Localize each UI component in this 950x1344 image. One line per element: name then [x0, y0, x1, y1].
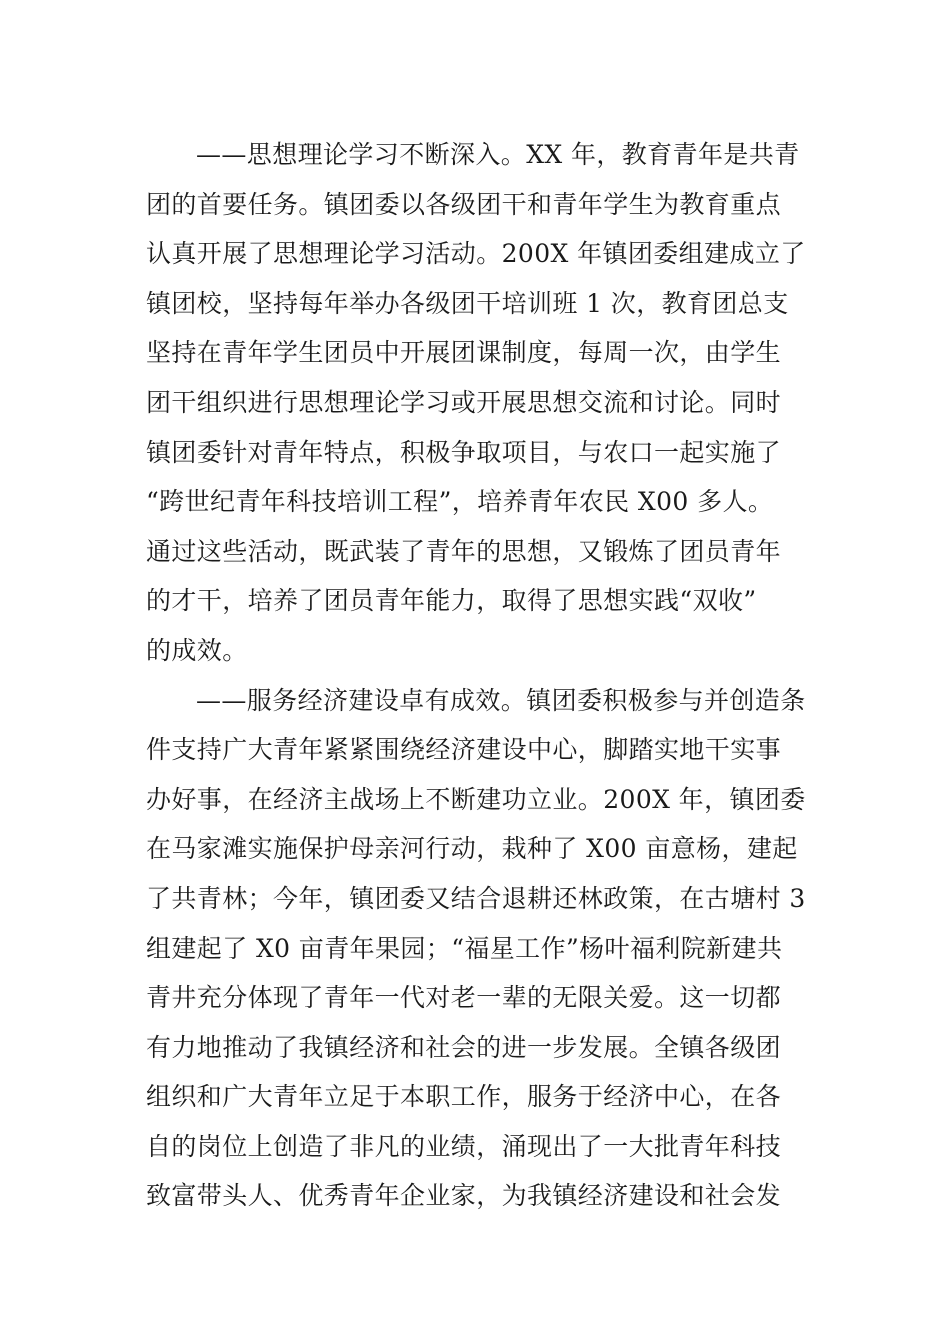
paragraph-line: ——服务经济建设卓有成效。镇团委积极参与并创造条 [196, 685, 806, 715]
paragraph-line: 镇团委针对青年特点，积极争取项目，与农口一起实施了 [146, 437, 782, 467]
paragraph-line: 自的岗位上创造了非凡的业绩，涌现出了一大批青年科技 [146, 1131, 782, 1161]
paragraph-line: 组建起了 X0 亩青年果园；“福星工作”杨叶福利院新建共 [146, 933, 783, 963]
paragraph-line: 通过这些活动，既武装了青年的思想，又锻炼了团员青年 [146, 536, 782, 566]
paragraph-line: 组织和广大青年立足于本职工作，服务于经济中心，在各 [146, 1082, 782, 1112]
paragraph-line: 坚持在青年学生团员中开展团课制度，每周一次，由学生 [146, 338, 782, 368]
paragraph-line: 致富带头人、优秀青年企业家，为我镇经济建设和社会发 [146, 1181, 782, 1211]
paragraph-line: 有力地推动了我镇经济和社会的进一步发展。全镇各级团 [146, 1032, 782, 1062]
paragraph-line: 青井充分体现了青年一代对老一辈的无限关爱。这一切都 [146, 983, 782, 1013]
paragraph-line: 了共青林；今年，镇团委又结合退耕还林政策，在古塘村 3 [146, 883, 806, 913]
paragraph-line: ——思想理论学习不断深入。XX 年，教育青年是共青 [196, 140, 800, 169]
paragraph-economic-service [146, 676, 806, 1222]
paragraph-line: 件支持广大青年紧紧围绕经济建设中心，脚踏实地干实事 [146, 735, 782, 765]
paragraph-line: 的成效。 [146, 635, 248, 665]
paragraph-line: “跨世纪青年科技培训工程”，培养青年农民 X00 多人。 [146, 487, 774, 517]
paragraph-line: 团的首要任务。镇团委以各级团干和青年学生为教育重点 [146, 189, 782, 219]
paragraph-line: 镇团校，坚持每年举办各级团干培训班 1 次，教育团总支 [146, 288, 789, 318]
paragraph-line: 认真开展了思想理论学习活动。200X 年镇团委组建成立了 [146, 239, 806, 269]
document-body [146, 130, 806, 1221]
paragraph-line: 团干组织进行思想理论学习或开展思想交流和讨论。同时 [146, 387, 782, 417]
paragraph-line: 在马家滩实施保护母亲河行动，栽种了 X00 亩意杨，建起 [146, 834, 798, 864]
paragraph-line: 办好事，在经济主战场上不断建功立业。200X 年，镇团委 [146, 784, 806, 814]
paragraph-thought-theory-study [146, 130, 806, 676]
paragraph-line: 的才干，培养了团员青年能力，取得了思想实践“双收” [146, 586, 757, 616]
